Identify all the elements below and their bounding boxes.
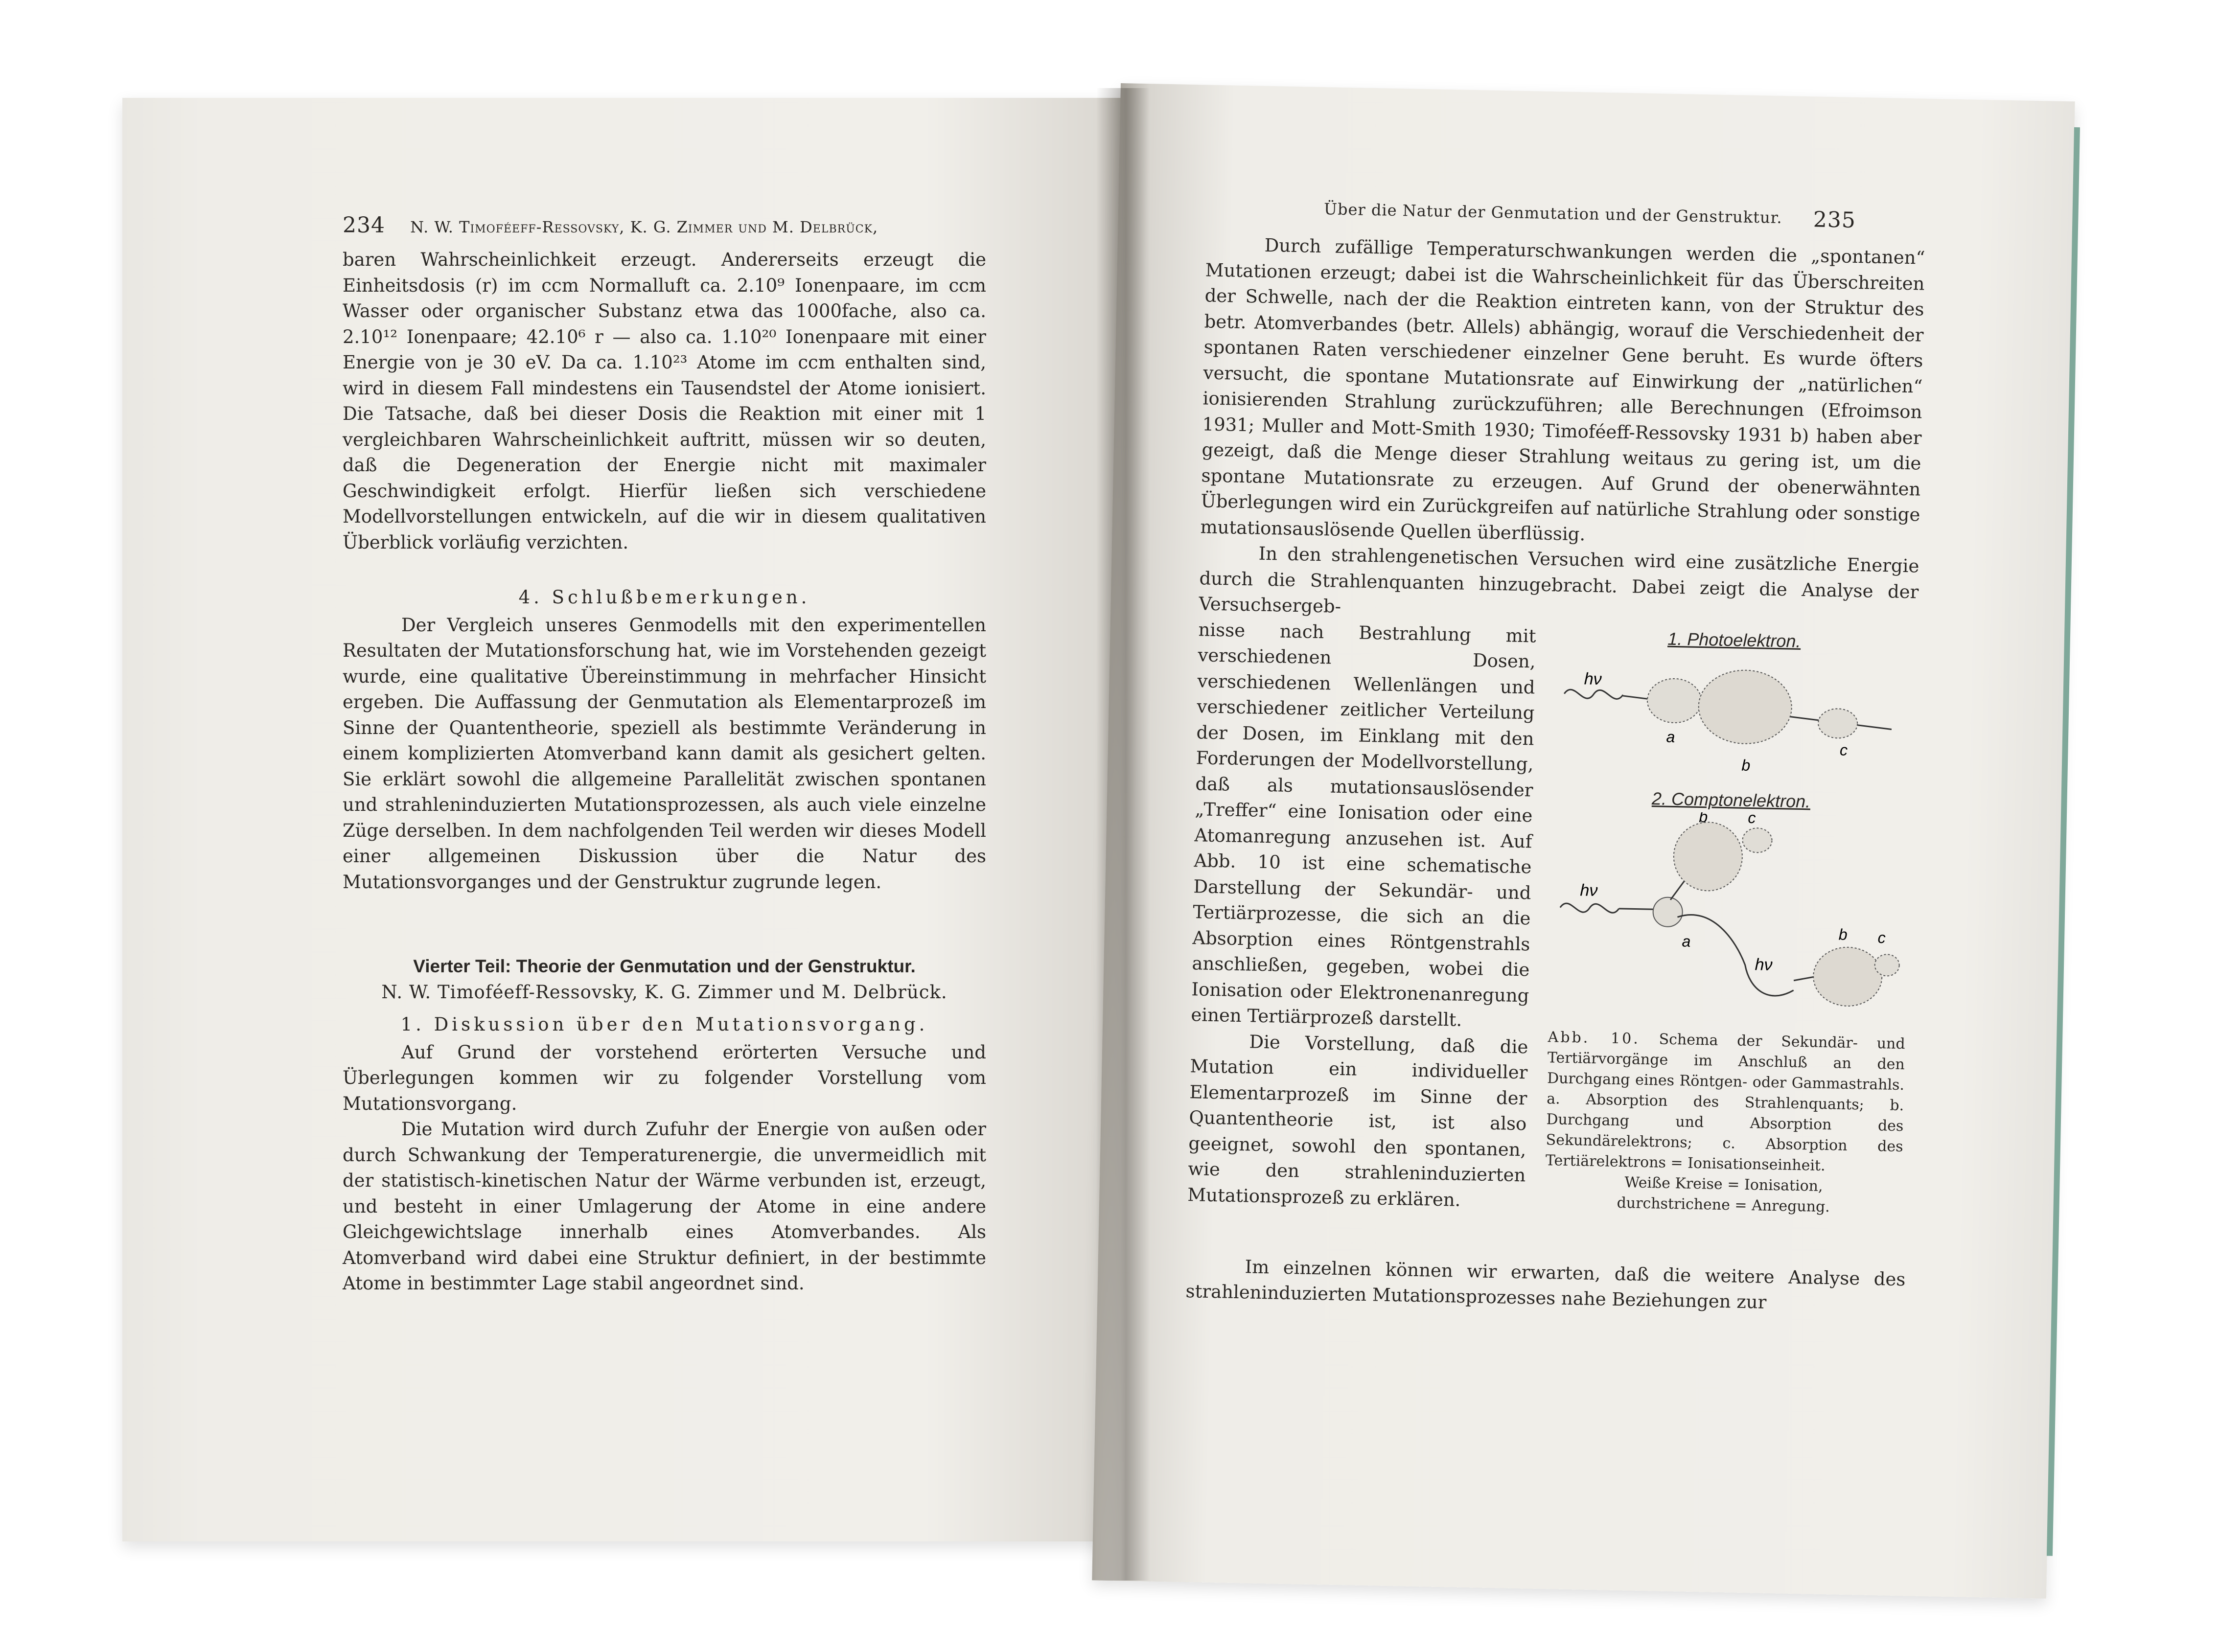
left-header-authors: N. W. Timoféeff-Ressovsky, K. G. Zimmer und M. Delbrück,	[410, 218, 878, 236]
section-1-paragraph-1: Auf Grund der vorstehend erörterten Versuche und Überlegungen kommen wir zu folgender Vorstellung vom Mutationsvorgang.	[343, 1041, 986, 1114]
absorption-cloud-a	[1647, 678, 1702, 723]
letter-c-3: c	[1877, 929, 1886, 947]
letter-c-1: c	[1839, 741, 1848, 759]
section-1-paragraph-2: Die Mutation wird durch Zufuhr der Energie von außen oder durch Schwankung der Temperaturenergie, die unvermeidlich mit der statistisch-kinetischen Natur der Wärme verbunden ist, erzeugt, und besteht in einer Umlagerung der Atome in eine andere Gleichgewichtslage innerhalb eines Atomverbandes. Als Atomverband wird dabei eine Struktur definiert, in der bestimmte Atome in bestimmter Lage stabil angeordnet sind.	[343, 1119, 986, 1294]
photon-wave-2	[1560, 903, 1619, 913]
figure-label-photoelectron: 1. Photoelektron.	[1667, 628, 1801, 651]
symbol-hv-2: hν	[1580, 881, 1598, 900]
right-paragraph-4: Im einzelnen können wir erwarten, daß die weitere Analyse des strahleninduzierten Mutationsprozesses nahe Beziehungen zur	[1185, 1256, 1906, 1313]
figure-10	[1545, 624, 1913, 1219]
letter-a-1: a	[1666, 728, 1675, 746]
right-page-number: 235	[1813, 207, 1856, 233]
right-paragraph-1: Durch zufällige Temperaturschwankungen werden die „spontanen“ Mutationen erzeugt; dabei ist die Wahrscheinlichkeit für das Überschreiten der Schwelle, nach der die Reaktion eintreten kann, von der Struktur des betr. Atomverbandes (betr. Allels) abhängig, worauf die Verschiedenheit der spontanen Raten verschiedener einzelner Gene beruht. Es wurde öfters versucht, die spontane Mutationsrate auf Einwirkung der „natürlichen“ ionisierenden Strahlung zurückzuführen; alle Berechnungen (Efroimson 1931; Muller and Mott-Smith 1930; Timoféeff-Ressovsky 1931 b) haben aber gezeigt, daß die Menge dieser Strahlung weitaus zu gering ist, um die spontane Mutationsrate zu erzeugen. Auf Grund der obenerwähnten Überlegungen wird ein Zurückgreifen auf natürliche Strahlung oder sonstige mutationsauslösende Quellen überflüssig.	[1200, 234, 1925, 545]
left-page-number: 234	[343, 213, 385, 238]
two-column-area	[1186, 617, 1918, 1267]
letter-a-2: a	[1682, 932, 1691, 950]
letter-c-2: c	[1748, 809, 1756, 827]
right-header-title: Über die Natur der Genmutation und der Genstruktur.	[1323, 200, 1782, 227]
section-4-title: 4. Schlußbemerkungen.	[518, 587, 810, 608]
right-paragraph-2-continued: nisse nach Bestrahlung mit verschiedenen Dosen, verschiedenen Wellenlängen und verschiedener zeitlicher Verteilung der Dosen, im Einklang mit den Forderungen der Modellvorstellung, daß als mutationsauslösender „Treffer“ eine Ionisation oder eine Atomanregung anzusehen ist. Auf Abb. 10 ist eine schematische Darstellung der Sekundär- und Tertiärprozesse, die sich an die Absorption eines Röntgenstrahls anschließen, gegeben, wobei die Ionisation oder Elektronenanregung einen Tertiärprozeß darstellt.	[1191, 619, 1536, 1031]
absorption-cloud-c	[1818, 709, 1858, 739]
photoelectron-diagram	[1553, 649, 1913, 779]
left-header	[343, 213, 878, 238]
section-4-text: Der Vergleich unseres Genmodells mit den experimentellen Resultaten der Mutationsforschung hat, wie im Vorstehenden gezeigt wurde, eine qualitative Übereinstimmung in mehrfacher Hinsicht ergeben. Die Auffassung der Genmutation als Elementarprozeß im Sinne der Quantentheorie, speziell als bestimmte Veränderung in einem komplizierten Atomverband kann damit als gesichert gelten. Sie erklärt sowohl die allgemeine Parallelität zwischen spontanen und strahleninduzierten Mutationsprozessen, als auch viele einzelne Züge derselben. In dem nachfolgenden Teil werden wir dieses Modell einer allgemeinen Diskussion über die Natur des Mutationsvorganges und der Genstruktur zugrunde legen.	[343, 614, 986, 893]
caption-text: Schema der Sekundär- und Tertiärvorgänge im Anschluß an den Durchgang eines Röntgen- oder Gammastrahls. a. Absorption des Strahlenquants; b. Durchgang und Absorption des Sekundärelektrons; c. Absorption des Tertiärelektrons = Ionisationseinheit.	[1545, 1030, 1905, 1174]
letter-b-2: b	[1699, 809, 1708, 826]
compton-center	[1653, 897, 1683, 927]
caption-note-2: durchstrichene = Anregung.	[1617, 1194, 1830, 1216]
part-title: Vierter Teil: Theorie der Genmutation und der Genstruktur.	[413, 956, 916, 976]
right-paragraph-3: Die Vorstellung, daß die Mutation ein individueller Elementarprozeß im Sinne der Quantentheorie ist, ist also geeignet, sowohl den spontanen, wie den strahleninduzierten Mutationsprozeß zu erklären.	[1187, 1031, 1528, 1211]
figure-label-comptonelectron: 2. Comptonelektron.	[1651, 788, 1811, 811]
left-body	[343, 247, 986, 1297]
upper-cloud-c	[1742, 828, 1772, 853]
caption-note-1: Weiße Kreise = Ionisation,	[1624, 1173, 1823, 1195]
letter-b-3: b	[1838, 925, 1848, 943]
part-authors: N. W. Timoféeff-Ressovsky, K. G. Zimmer und M. Delbrück.	[381, 981, 948, 1003]
left-paragraph-1: baren Wahrscheinlichkeit erzeugt. Andererseits erzeugt die Einheitsdosis (r) im ccm Normalluft ca. 2.10⁹ Ionenpaare, im ccm Wasser oder organischer Substanz etwa das 1000fache, also ca. 2.10¹² Ionenpaare; 42.10⁶ r — also ca. 1.10²⁰ Ionenpaare mit einer Energie von je 30 eV. Da ca. 1.10²³ Atome im ccm enthalten sind, wird in diesem Fall mindestens ein Tausendstel der Atome ionisiert. Die Tatsache, daß bei dieser Dosis die Reaktion mit einer mit 1 vergleichbaren Wahrscheinlichkeit auftritt, müssen wir so deuten, daß die Degeneration der Energie nicht mit maximaler Geschwindigkeit erfolgt. Hierfür ließen sich verschiedene Modellvorstellungen entwickeln, auf die wir in diesem qualitativen Überblick vorläufig verzichten.	[343, 249, 986, 553]
section-1-title: 1. Diskussion über den Mutationsvorgang.	[400, 1014, 928, 1035]
upper-cloud-b	[1673, 822, 1743, 892]
scattered-photon-path	[1676, 915, 1795, 996]
figure-caption	[1545, 1027, 1905, 1219]
comptonelectron-diagram	[1549, 809, 1910, 1022]
symbol-hv-1: hν	[1584, 669, 1602, 689]
photon-wave-1	[1564, 689, 1623, 699]
right-body	[1185, 231, 1925, 1318]
caption-lead: Abb. 10.	[1548, 1028, 1641, 1048]
absorption-cloud-b	[1698, 669, 1792, 745]
text-column	[1187, 617, 1536, 1215]
symbol-hv-3: hν	[1755, 955, 1773, 974]
left-page	[122, 98, 1126, 1541]
lower-cloud-b	[1813, 947, 1882, 1007]
right-page	[1092, 83, 2075, 1599]
letter-b-1: b	[1741, 756, 1751, 774]
right-paragraph-2: In den strahlengenetischen Versuchen wird eine zusätzliche Energie durch die Strahlenquanten hinzugebracht. Dabei zeigt die Analyse der Versuchsergeb-	[1199, 543, 1919, 617]
